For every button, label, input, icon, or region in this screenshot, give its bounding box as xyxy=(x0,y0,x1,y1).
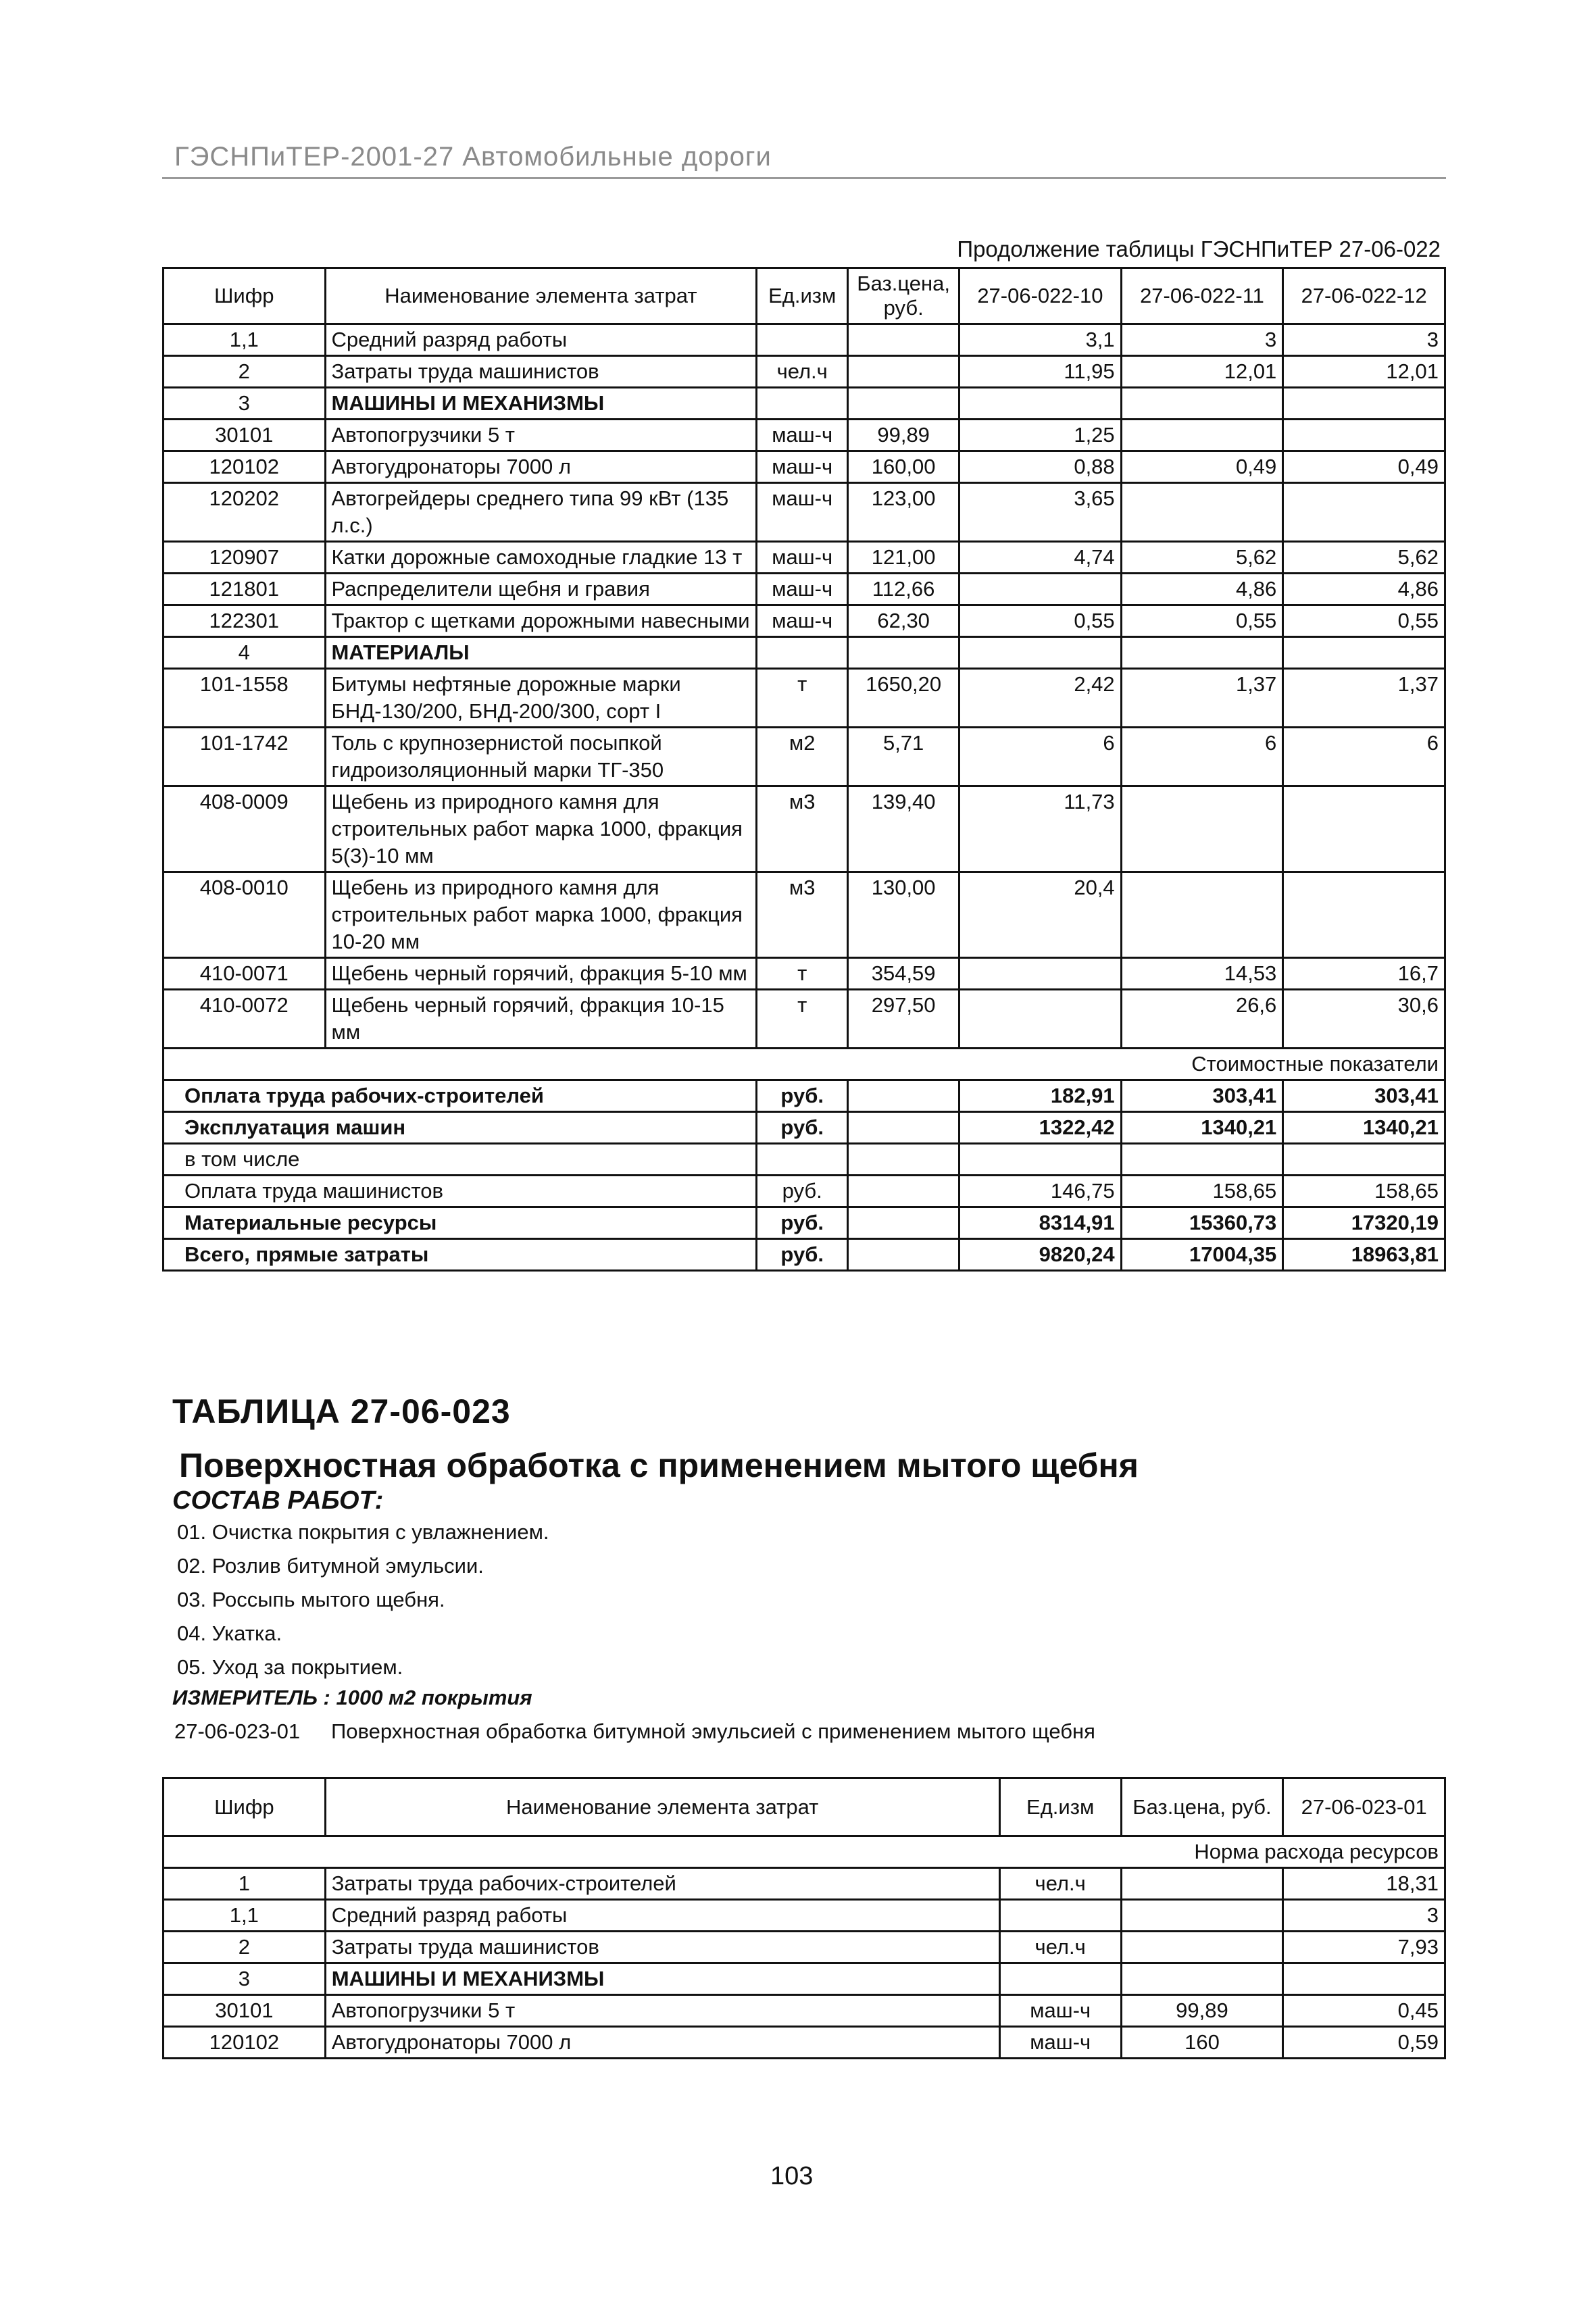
header-divider xyxy=(162,177,1446,179)
cell-value xyxy=(1283,637,1445,669)
summary-value: 1340,21 xyxy=(1283,1112,1445,1144)
summary-row xyxy=(164,1207,1445,1239)
continuation-title: Продолжение таблицы ГЭСНПиТЕР 27-06-022 xyxy=(957,236,1441,261)
cell-name: Щебень из природного камня для строительных работ марка 1000, фракция 5(3)-10 мм xyxy=(325,786,757,872)
cell-value xyxy=(959,958,1122,990)
cell-name: МАШИНЫ И МЕХАНИЗМЫ xyxy=(325,1963,999,1995)
summary-value xyxy=(959,1144,1122,1176)
cell-unit: маш-ч xyxy=(757,574,848,605)
cell-value: 1,37 xyxy=(1121,669,1283,728)
cell-unit xyxy=(999,1963,1121,1995)
table-row xyxy=(164,1868,1445,1900)
cell-value: 3 xyxy=(1121,324,1283,356)
header-unit: Ед.изм xyxy=(757,268,848,324)
table-row xyxy=(164,1963,1445,1995)
cell-unit: т xyxy=(757,669,848,728)
cell-unit: маш-ч xyxy=(757,451,848,483)
cell-name: Щебень из природного камня для строительных работ марка 1000, фракция 10-20 мм xyxy=(325,872,757,958)
summary-unit: руб. xyxy=(757,1176,848,1207)
cell-value: 0,49 xyxy=(1121,451,1283,483)
cell-value: 6 xyxy=(1283,728,1445,786)
header-code: Шифр xyxy=(164,1778,326,1836)
cell-value xyxy=(1283,483,1445,542)
cell-value: 16,7 xyxy=(1283,958,1445,990)
summary-price xyxy=(848,1239,959,1271)
cell-value: 4,74 xyxy=(959,542,1122,574)
cell-value: 11,73 xyxy=(959,786,1122,872)
table-row xyxy=(164,420,1445,451)
header-col-12: 27-06-022-12 xyxy=(1283,268,1445,324)
table-row xyxy=(164,1995,1445,2027)
table-row xyxy=(164,990,1445,1049)
table-row xyxy=(164,451,1445,483)
norm-header: Норма расхода ресурсов xyxy=(164,1836,1445,1868)
summary-row xyxy=(164,1080,1445,1112)
cell-value xyxy=(1283,1963,1445,1995)
header-price: Баз.цена, руб. xyxy=(1121,1778,1283,1836)
cell-name: Автогрейдеры среднего типа 99 кВт (135 л.с.) xyxy=(325,483,757,542)
cell-unit xyxy=(757,388,848,420)
cell-unit: т xyxy=(757,958,848,990)
summary-value: 18963,81 xyxy=(1283,1239,1445,1271)
cell-value: 3,1 xyxy=(959,324,1122,356)
cell-value: 5,62 xyxy=(1283,542,1445,574)
cell-value: 30,6 xyxy=(1283,990,1445,1049)
cell-name: Затраты труда рабочих-строителей xyxy=(325,1868,999,1900)
summary-value: 15360,73 xyxy=(1121,1207,1283,1239)
cell-value xyxy=(1283,420,1445,451)
cell-value: 2,42 xyxy=(959,669,1122,728)
summary-unit xyxy=(757,1144,848,1176)
cell-name: Средний разряд работы xyxy=(325,1900,999,1932)
table-header-row xyxy=(164,1778,1445,1836)
cell-code: 3 xyxy=(164,388,326,420)
table-row xyxy=(164,637,1445,669)
cell-code: 120102 xyxy=(164,2027,326,2059)
cell-price: 160 xyxy=(1121,2027,1283,2059)
header-col-01: 27-06-023-01 xyxy=(1283,1778,1445,1836)
summary-row xyxy=(164,1176,1445,1207)
summary-row xyxy=(164,1239,1445,1271)
header-name: Наименование элемента затрат xyxy=(325,268,757,324)
cell-name: Катки дорожные самоходные гладкие 13 т xyxy=(325,542,757,574)
cell-value: 0,59 xyxy=(1283,2027,1445,2059)
header-unit: Ед.изм xyxy=(999,1778,1121,1836)
cell-value: 3,65 xyxy=(959,483,1122,542)
cell-code: 101-1742 xyxy=(164,728,326,786)
cell-name: Щебень черный горячий, фракция 5-10 мм xyxy=(325,958,757,990)
cell-name: Битумы нефтяные дорожные марки БНД-130/200, БНД-200/300, сорт I xyxy=(325,669,757,728)
cell-code: 410-0071 xyxy=(164,958,326,990)
cell-code: 1,1 xyxy=(164,1900,326,1932)
cell-value xyxy=(1121,420,1283,451)
cell-unit xyxy=(757,324,848,356)
summary-value: 303,41 xyxy=(1121,1080,1283,1112)
summary-value: 182,91 xyxy=(959,1080,1122,1112)
resource-table-27-06-023 xyxy=(162,1777,1446,2059)
cell-unit: маш-ч xyxy=(757,483,848,542)
cell-code: 30101 xyxy=(164,1995,326,2027)
header-price: Баз.цена, руб. xyxy=(848,268,959,324)
table-row xyxy=(164,542,1445,574)
summary-price xyxy=(848,1207,959,1239)
cell-value xyxy=(1283,786,1445,872)
cell-value: 3 xyxy=(1283,324,1445,356)
cell-code: 408-0009 xyxy=(164,786,326,872)
cell-value: 0,88 xyxy=(959,451,1122,483)
cell-unit: м2 xyxy=(757,728,848,786)
cell-value: 11,95 xyxy=(959,356,1122,388)
cell-code: 2 xyxy=(164,1932,326,1963)
cell-unit: маш-ч xyxy=(757,542,848,574)
cell-code: 408-0010 xyxy=(164,872,326,958)
cell-price xyxy=(1121,1932,1283,1963)
header-name: Наименование элемента затрат xyxy=(325,1778,999,1836)
work-item: 01. Очистка покрытия с увлажнением. xyxy=(177,1520,549,1544)
table-row xyxy=(164,483,1445,542)
table-row xyxy=(164,2027,1445,2059)
cell-value xyxy=(959,574,1122,605)
cost-header-row xyxy=(164,1049,1445,1080)
cell-code: 120907 xyxy=(164,542,326,574)
norm-description: Поверхностная обработка битумной эмульсией с применением мытого щебня xyxy=(331,1719,1095,1743)
summary-value: 158,65 xyxy=(1121,1176,1283,1207)
summary-value: 17004,35 xyxy=(1121,1239,1283,1271)
cell-price xyxy=(848,356,959,388)
cell-code: 1,1 xyxy=(164,324,326,356)
summary-name: Оплата труда рабочих-строителей xyxy=(164,1080,757,1112)
cell-value: 1,25 xyxy=(959,420,1122,451)
cell-value: 18,31 xyxy=(1283,1868,1445,1900)
cell-value: 0,45 xyxy=(1283,1995,1445,2027)
summary-unit: руб. xyxy=(757,1207,848,1239)
table-subtitle: Поверхностная обработка с применением мытого щебня xyxy=(179,1447,1139,1484)
table-row xyxy=(164,958,1445,990)
cell-price xyxy=(1121,1868,1283,1900)
cell-value: 0,55 xyxy=(959,605,1122,637)
cell-value: 12,01 xyxy=(1121,356,1283,388)
summary-value: 146,75 xyxy=(959,1176,1122,1207)
summary-price xyxy=(848,1144,959,1176)
cell-code: 101-1558 xyxy=(164,669,326,728)
cell-price xyxy=(848,324,959,356)
cell-price: 297,50 xyxy=(848,990,959,1049)
cell-name: Щебень черный горячий, фракция 10-15 мм xyxy=(325,990,757,1049)
cell-price: 99,89 xyxy=(1121,1995,1283,2027)
cell-value xyxy=(959,637,1122,669)
table-row xyxy=(164,1900,1445,1932)
page-number: 103 xyxy=(770,2162,814,2190)
cell-price: 112,66 xyxy=(848,574,959,605)
summary-value xyxy=(1121,1144,1283,1176)
cell-value: 5,62 xyxy=(1121,542,1283,574)
cell-unit: маш-ч xyxy=(999,1995,1121,2027)
cell-price xyxy=(848,388,959,420)
cell-value: 0,55 xyxy=(1283,605,1445,637)
cell-value: 3 xyxy=(1283,1900,1445,1932)
cell-value xyxy=(959,388,1122,420)
cell-name: Трактор с щетками дорожными навесными xyxy=(325,605,757,637)
header-col-11: 27-06-022-11 xyxy=(1121,268,1283,324)
cell-unit: маш-ч xyxy=(999,2027,1121,2059)
composition-label: СОСТАВ РАБОТ: xyxy=(172,1486,384,1515)
cell-price: 160,00 xyxy=(848,451,959,483)
cell-price: 139,40 xyxy=(848,786,959,872)
work-item: 05. Уход за покрытием. xyxy=(177,1655,403,1679)
cell-value xyxy=(1121,483,1283,542)
summary-unit: руб. xyxy=(757,1112,848,1144)
cell-code: 2 xyxy=(164,356,326,388)
table-row xyxy=(164,1932,1445,1963)
cell-value xyxy=(959,990,1122,1049)
cell-code: 120202 xyxy=(164,483,326,542)
cell-value xyxy=(1121,388,1283,420)
work-item: 04. Укатка. xyxy=(177,1621,282,1645)
summary-price xyxy=(848,1080,959,1112)
cell-name: МАТЕРИАЛЫ xyxy=(325,637,757,669)
cell-value: 14,53 xyxy=(1121,958,1283,990)
cell-code: 30101 xyxy=(164,420,326,451)
cell-price: 1650,20 xyxy=(848,669,959,728)
cell-price: 99,89 xyxy=(848,420,959,451)
cell-code: 1 xyxy=(164,1868,326,1900)
cell-unit: т xyxy=(757,990,848,1049)
cell-value: 4,86 xyxy=(1121,574,1283,605)
cell-price xyxy=(848,637,959,669)
cell-value xyxy=(1283,388,1445,420)
summary-price xyxy=(848,1176,959,1207)
table-row xyxy=(164,728,1445,786)
cell-name: Затраты труда машинистов xyxy=(325,1932,999,1963)
cell-value: 4,86 xyxy=(1283,574,1445,605)
header-col-10: 27-06-022-10 xyxy=(959,268,1122,324)
cell-value xyxy=(1121,786,1283,872)
table-row xyxy=(164,324,1445,356)
table-header-row xyxy=(164,268,1445,324)
cell-price: 130,00 xyxy=(848,872,959,958)
cell-value: 0,49 xyxy=(1283,451,1445,483)
cell-code: 4 xyxy=(164,637,326,669)
summary-name: Оплата труда машинистов xyxy=(164,1176,757,1207)
summary-value: 1322,42 xyxy=(959,1112,1122,1144)
cell-value xyxy=(1121,637,1283,669)
summary-name: Материальные ресурсы xyxy=(164,1207,757,1239)
cell-name: МАШИНЫ И МЕХАНИЗМЫ xyxy=(325,388,757,420)
cell-unit xyxy=(757,637,848,669)
summary-unit: руб. xyxy=(757,1239,848,1271)
summary-value: 9820,24 xyxy=(959,1239,1122,1271)
header-code: Шифр xyxy=(164,268,326,324)
table-row xyxy=(164,388,1445,420)
table-title: ТАБЛИЦА 27-06-023 xyxy=(172,1392,511,1430)
cell-name: Толь с крупнозернистой посыпкой гидроизоляционный марки ТГ-350 xyxy=(325,728,757,786)
cell-code: 410-0072 xyxy=(164,990,326,1049)
cell-name: Автопогрузчики 5 т xyxy=(325,420,757,451)
cell-name: Автопогрузчики 5 т xyxy=(325,1995,999,2027)
cell-price: 354,59 xyxy=(848,958,959,990)
table-row xyxy=(164,872,1445,958)
cell-unit: м3 xyxy=(757,872,848,958)
cell-name: Автогудронаторы 7000 л xyxy=(325,451,757,483)
cell-name: Автогудронаторы 7000 л xyxy=(325,2027,999,2059)
cell-value: 12,01 xyxy=(1283,356,1445,388)
cell-value: 20,4 xyxy=(959,872,1122,958)
table-row xyxy=(164,669,1445,728)
measure-unit: ИЗМЕРИТЕЛЬ : 1000 м2 покрытия xyxy=(172,1686,532,1709)
summary-name: Эксплуатация машин xyxy=(164,1112,757,1144)
cell-value: 1,37 xyxy=(1283,669,1445,728)
summary-value: 17320,19 xyxy=(1283,1207,1445,1239)
cell-unit: чел.ч xyxy=(999,1868,1121,1900)
cell-value: 7,93 xyxy=(1283,1932,1445,1963)
cost-header: Стоимостные показатели xyxy=(164,1049,1445,1080)
cell-price xyxy=(1121,1900,1283,1932)
cell-name: Затраты труда машинистов xyxy=(325,356,757,388)
cell-code: 122301 xyxy=(164,605,326,637)
cell-code: 120102 xyxy=(164,451,326,483)
summary-row xyxy=(164,1112,1445,1144)
cell-price: 123,00 xyxy=(848,483,959,542)
cell-price xyxy=(1121,1963,1283,1995)
summary-unit: руб. xyxy=(757,1080,848,1112)
cell-name: Распределители щебня и гравия xyxy=(325,574,757,605)
cell-unit: м3 xyxy=(757,786,848,872)
cell-price: 5,71 xyxy=(848,728,959,786)
cell-value xyxy=(1121,872,1283,958)
cell-unit: чел.ч xyxy=(999,1932,1121,1963)
cell-value: 6 xyxy=(959,728,1122,786)
summary-value xyxy=(1283,1144,1445,1176)
summary-price xyxy=(848,1112,959,1144)
summary-row xyxy=(164,1144,1445,1176)
cell-unit: маш-ч xyxy=(757,420,848,451)
cell-unit xyxy=(999,1900,1121,1932)
cell-unit: маш-ч xyxy=(757,605,848,637)
cell-code: 3 xyxy=(164,1963,326,1995)
summary-value: 158,65 xyxy=(1283,1176,1445,1207)
summary-name: в том числе xyxy=(164,1144,757,1176)
table-row xyxy=(164,786,1445,872)
work-item: 02. Розлив битумной эмульсии. xyxy=(177,1554,484,1578)
cell-value: 0,55 xyxy=(1121,605,1283,637)
table-row xyxy=(164,605,1445,637)
cell-unit: чел.ч xyxy=(757,356,848,388)
cell-value: 26,6 xyxy=(1121,990,1283,1049)
summary-value: 1340,21 xyxy=(1121,1112,1283,1144)
cell-name: Средний разряд работы xyxy=(325,324,757,356)
norm-code: 27-06-023-01 xyxy=(174,1719,301,1743)
cell-code: 121801 xyxy=(164,574,326,605)
cell-value xyxy=(1283,872,1445,958)
running-header: ГЭСНПиТЕР-2001-27 Автомобильные дороги xyxy=(174,142,772,172)
summary-value: 8314,91 xyxy=(959,1207,1122,1239)
cell-price: 121,00 xyxy=(848,542,959,574)
table-row xyxy=(164,574,1445,605)
table-row xyxy=(164,356,1445,388)
cell-price: 62,30 xyxy=(848,605,959,637)
summary-value: 303,41 xyxy=(1283,1080,1445,1112)
norm-header-row xyxy=(164,1836,1445,1868)
work-item: 03. Россыпь мытого щебня. xyxy=(177,1588,445,1611)
summary-name: Всего, прямые затраты xyxy=(164,1239,757,1271)
cell-value: 6 xyxy=(1121,728,1283,786)
resource-table-27-06-022 xyxy=(162,267,1446,1272)
